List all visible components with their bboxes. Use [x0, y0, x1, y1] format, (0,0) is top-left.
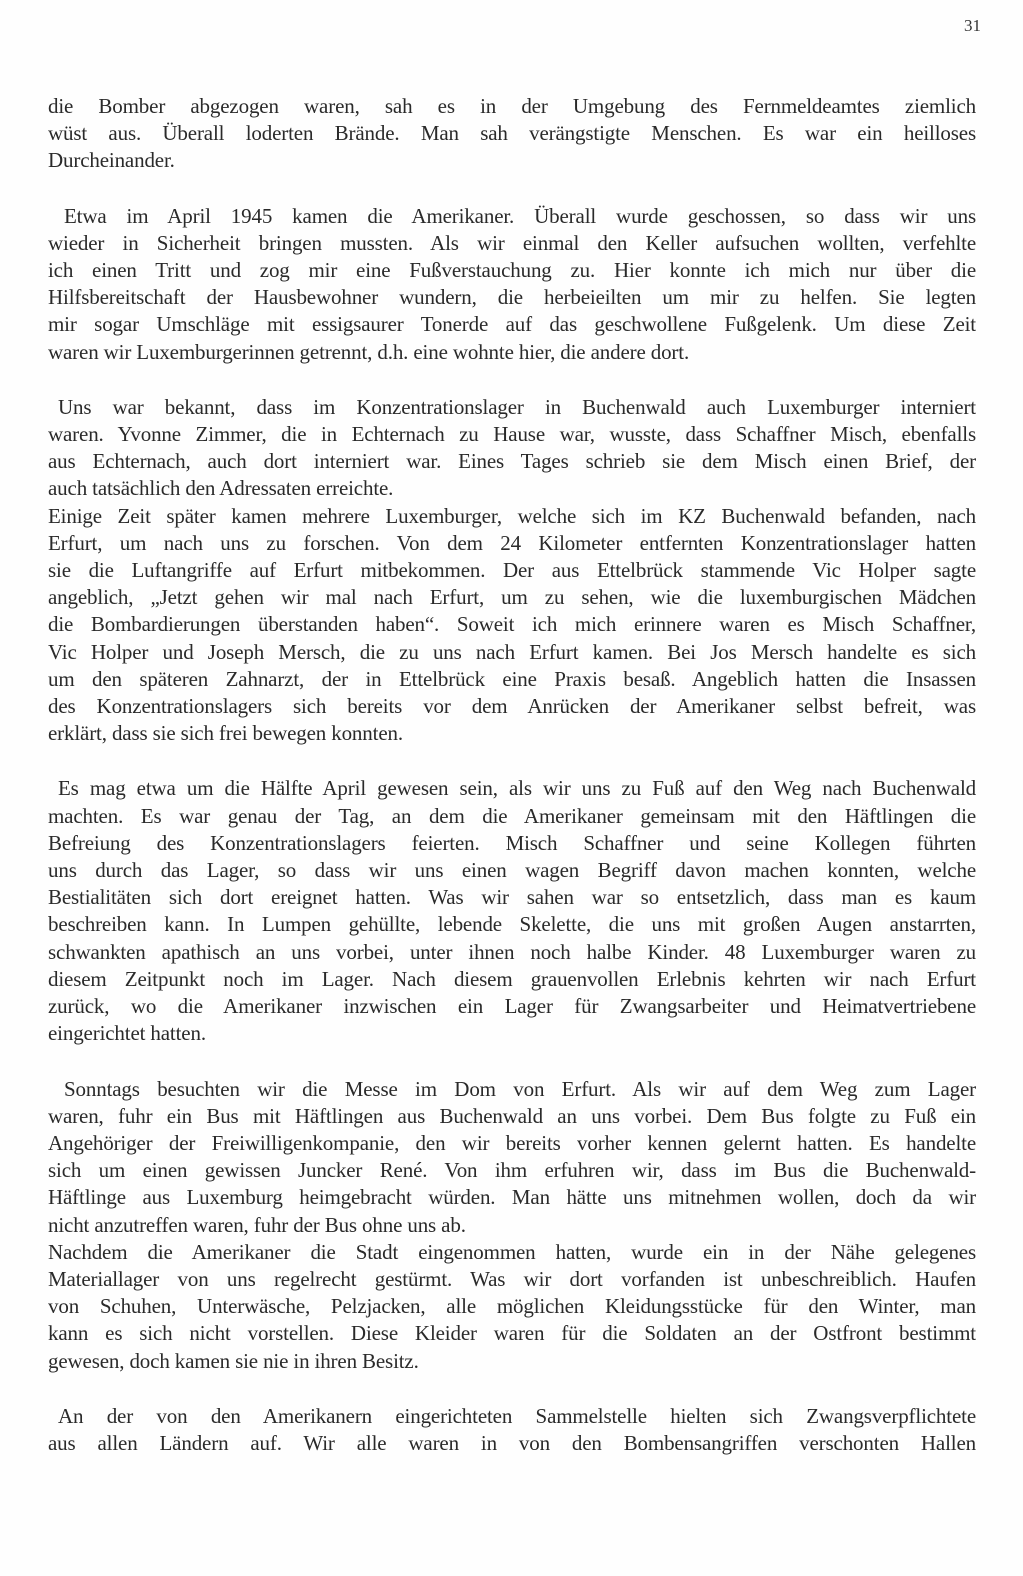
text-line: waren. Yvonne Zimmer, die in Echternach zu Hause war, wusste, dass Schaffner Misch, ebenfalls	[48, 422, 976, 447]
text-line: Etwa im April 1945 kamen die Amerikaner. Überall wurde geschossen, so dass wir uns	[64, 203, 976, 228]
text-line: Hilfsbereitschaft der Hausbewohner wundern, die herbeieilten um mir zu helfen. Sie legten	[48, 285, 976, 310]
text-line: die Bombardierungen überstanden haben“. Soweit ich mich erinnere waren es Misch Schaffner,	[48, 612, 976, 637]
paragraph-6	[48, 1076, 976, 1239]
text-line: die Bomber abgezogen waren, sah es in der Umgebung des Fernmeldeamtes ziemlich	[48, 94, 976, 118]
text-line: nicht anzutreffen waren, fuhr der Bus ohne uns ab.	[48, 1212, 466, 1237]
text-line: Erfurt, um nach uns zu forschen. Von dem 24 Kilometer entfernten Konzentrationslager hatten	[48, 530, 976, 555]
paragraph-spacer	[48, 175, 976, 203]
text-line: Vic Holper und Joseph Mersch, die zu uns nach Erfurt kamen. Bei Jos Mersch handelte es sich	[48, 639, 976, 664]
text-line: eingerichtet hatten.	[48, 1021, 206, 1046]
text-line: gewesen, doch kamen sie nie in ihren Besitz.	[48, 1348, 419, 1373]
text-line: machten. Es war genau der Tag, an dem die Amerikaner gemeinsam mit den Häftlingen die	[48, 803, 976, 828]
text-line: zurück, wo die Amerikaner inzwischen ein Lager für Zwangsarbeiter und Heimatvertriebene	[48, 994, 976, 1019]
paragraph-4	[48, 503, 976, 748]
text-line: Nachdem die Amerikaner die Stadt eingenommen hatten, wurde ein in der Nähe gelegenes	[48, 1239, 976, 1264]
text-line: waren, fuhr ein Bus mit Häftlingen aus Buchenwald an uns vorbei. Dem Bus folgte zu Fuß ein	[48, 1103, 976, 1128]
paragraph-5	[48, 775, 976, 1047]
body-text	[48, 93, 976, 1457]
text-line: Einige Zeit später kamen mehrere Luxemburger, welche sich im KZ Buchenwald befanden, nach	[48, 503, 976, 528]
text-line: waren wir Luxemburgerinnen getrennt, d.h. eine wohnte hier, die andere dort.	[48, 339, 690, 364]
paragraph-7	[48, 1239, 976, 1375]
text-line: beschreiben kann. In Lumpen gehüllte, lebende Skelette, die uns mit großen Augen anstarrten,	[48, 912, 976, 937]
text-line: Sonntags besuchten wir die Messe im Dom von Erfurt. Als wir auf dem Weg zum Lager	[64, 1076, 976, 1101]
text-line: angeblich, „Jetzt gehen wir mal nach Erfurt, um zu sehen, wie die luxemburgischen Mädchen	[48, 585, 976, 610]
text-line: Häftlinge aus Luxemburg heimgebracht würden. Man hätte uns mitnehmen wollen, doch da wir	[48, 1185, 976, 1210]
text-line: auch tatsächlich den Adressaten erreichte.	[48, 476, 394, 501]
text-line: kann es sich nicht vorstellen. Diese Kleider waren für die Soldaten an der Ostfront bestimmt	[48, 1321, 976, 1346]
text-line: uns durch das Lager, so dass wir uns einen wagen Begriff davon machen konnten, welche	[48, 858, 976, 883]
text-line: Angehöriger der Freiwilligenkompanie, den wir bereits vorher kennen gelernt hatten. Es handelte	[48, 1130, 976, 1155]
paragraph-spacer	[48, 1048, 976, 1076]
paragraph-spacer	[48, 747, 976, 775]
text-line: sie die Luftangriffe auf Erfurt mitbekommen. Der aus Ettelbrück stammende Vic Holper sagte	[48, 558, 976, 583]
paragraph-spacer	[48, 366, 976, 394]
text-line: An der von den Amerikanern eingerichteten Sammelstelle hielten sich Zwangsverpflichtete	[58, 1403, 976, 1428]
text-line: Materiallager von uns regelrecht gestürmt. Was wir dort vorfanden ist unbeschreiblich. Haufen	[48, 1266, 976, 1291]
text-line: des Konzentrationslagers sich bereits vor dem Anrücken der Amerikaner selbst befreit, was	[48, 694, 976, 719]
text-line: erklärt, dass sie sich frei bewegen konnten.	[48, 721, 403, 746]
paragraph-3	[48, 394, 976, 503]
text-line: Durcheinander.	[48, 148, 175, 173]
text-line: Befreiung des Konzentrationslagers feierten. Misch Schaffner und seine Kollegen führten	[48, 830, 976, 855]
page-number: 31	[964, 16, 981, 35]
text-line: wieder in Sicherheit bringen mussten. Als wir einmal den Keller aufsuchen wollten, verfehlte	[48, 230, 976, 255]
text-line: Es mag etwa um die Hälfte April gewesen sein, als wir uns zu Fuß auf den Weg nach Buchenwald	[58, 776, 976, 801]
paragraph-2	[48, 203, 976, 366]
text-line: ich einen Tritt und zog mir eine Fußverstauchung zu. Hier konnte ich mich nur über die	[48, 258, 976, 283]
text-line: diesem Zeitpunkt noch im Lager. Nach diesem grauenvollen Erlebnis kehrten wir nach Erfurt	[48, 966, 976, 991]
text-line: von Schuhen, Unterwäsche, Pelzjacken, alle möglichen Kleidungsstücke für den Winter, man	[48, 1294, 976, 1319]
text-line: schwankten apathisch an uns vorbei, unter ihnen noch halbe Kinder. 48 Luxemburger waren zu	[48, 939, 976, 964]
text-line: wüst aus. Überall loderten Brände. Man sah verängstigte Menschen. Es war ein heilloses	[48, 121, 976, 146]
paragraph-1	[48, 93, 976, 175]
text-line: mir sogar Umschläge mit essigsaurer Tonerde auf das geschwollene Fußgelenk. Um diese Zeit	[48, 312, 976, 337]
text-line: um den späteren Zahnarzt, der in Ettelbrück eine Praxis besaß. Angeblich hatten die Insassen	[48, 666, 976, 691]
text-line: Uns war bekannt, dass im Konzentrationslager in Buchenwald auch Luxemburger interniert	[58, 394, 976, 419]
text-line: aus allen Ländern auf. Wir alle waren in von den Bombensangriffen verschonten Hallen	[48, 1430, 976, 1455]
paragraph-spacer	[48, 1375, 976, 1403]
text-line: sich um einen gewissen Juncker René. Von ihm erfuhren wir, dass im Bus die Buchenwald-	[48, 1158, 976, 1183]
text-line: aus Echternach, auch dort interniert war. Eines Tages schrieb sie dem Misch einen Brief, der	[48, 449, 976, 474]
paragraph-8	[48, 1403, 976, 1457]
text-line: Bestialitäten sich dort ereignet hatten. Was wir sahen war so entsetzlich, dass man es kaum	[48, 885, 976, 910]
